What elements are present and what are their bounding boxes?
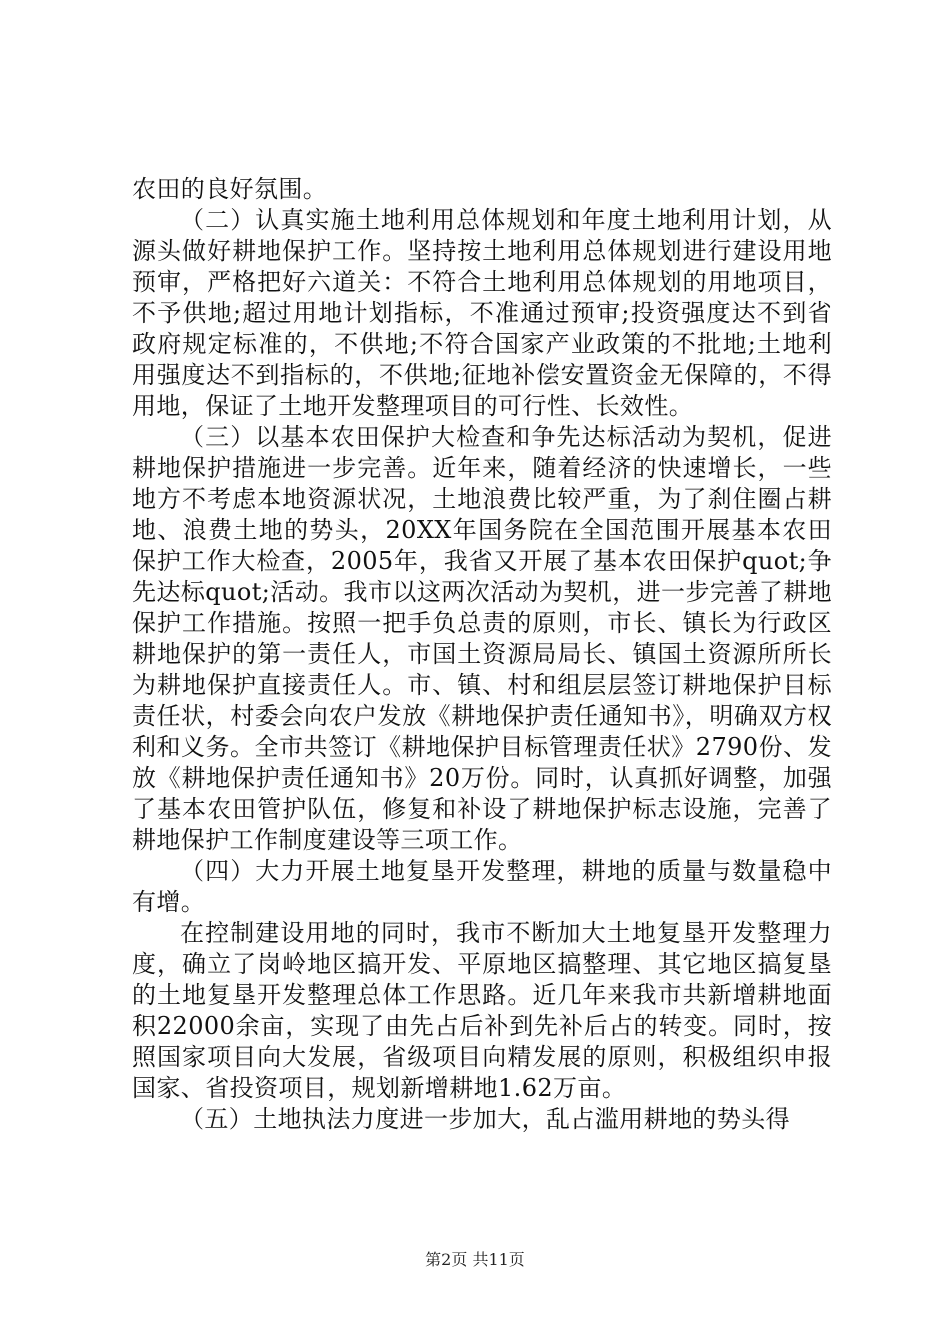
paragraph-section-2: （二）认真实施土地利用总体规划和年度土地利用计划，从源头做好耕地保护工作。坚持按土地利用总体规划进行建设用地预审，严格把好六道关：不符合土地利用总体规划的用地项目，不予供地;超过用地计划指标，不准通过预审;投资强度达不到省政府规定标准的，不供地;不符合国家产业政策的不批地;土地利用强度达不到指标的，不供地;征地补偿安置资金无保障的，不得用地，保证了土地开发整理项目的可行性、长效性。	[132, 206, 832, 420]
paragraph-land-reclamation: 在控制建设用地的同时，我市不断加大土地复垦开发整理力度，确立了岗岭地区搞开发、平原地区搞整理、其它地区搞复垦的土地复垦开发整理总体工作思路。近几年来我市共新增耕地面积22000余亩，实现了由先占后补到先补后占的转变。同时，按照国家项目向大发展，省级项目向精发展的原则，积极组织申报国家、省投资项目，规划新增耕地1.62万亩。	[132, 919, 832, 1102]
paragraph-section-3: （三）以基本农田保护大检查和争先达标活动为契机，促进耕地保护措施进一步完善。近年来，随着经济的快速增长，一些地方不考虑本地资源状况，土地浪费比较严重，为了刹住圈占耕地、浪费土地的势头，20XX年国务院在全国范围开展基本农田保护工作大检查，2005年，我省又开展了基本农田保护quot;争先达标quot;活动。我市以这两次活动为契机，进一步完善了耕地保护工作措施。按照一把手负总责的原则，市长、镇长为行政区耕地保护的第一责任人，市国土资源局局长、镇国土资源所所长为耕地保护直接责任人。市、镇、村和组层层签订耕地保护目标责任状，村委会向农户发放《耕地保护责任通知书》，明确双方权利和义务。全市共签订《耕地保护目标管理责任状》2790份、发放《耕地保护责任通知书》20万份。同时，认真抓好调整，加强了基本农田管护队伍，修复和补设了耕地保护标志设施，完善了耕地保护工作制度建设等三项工作。	[132, 423, 832, 854]
document-body	[132, 174, 832, 1135]
paragraph-section-4: （四）大力开展土地复垦开发整理，耕地的质量与数量稳中有增。	[132, 857, 832, 916]
page-footer: 第2页 共11页	[425, 1250, 525, 1269]
paragraph-continuation: 农田的良好氛围。	[132, 175, 328, 203]
paragraph-section-5: （五）土地执法力度进一步加大，乱占滥用耕地的势头得	[180, 1105, 790, 1133]
